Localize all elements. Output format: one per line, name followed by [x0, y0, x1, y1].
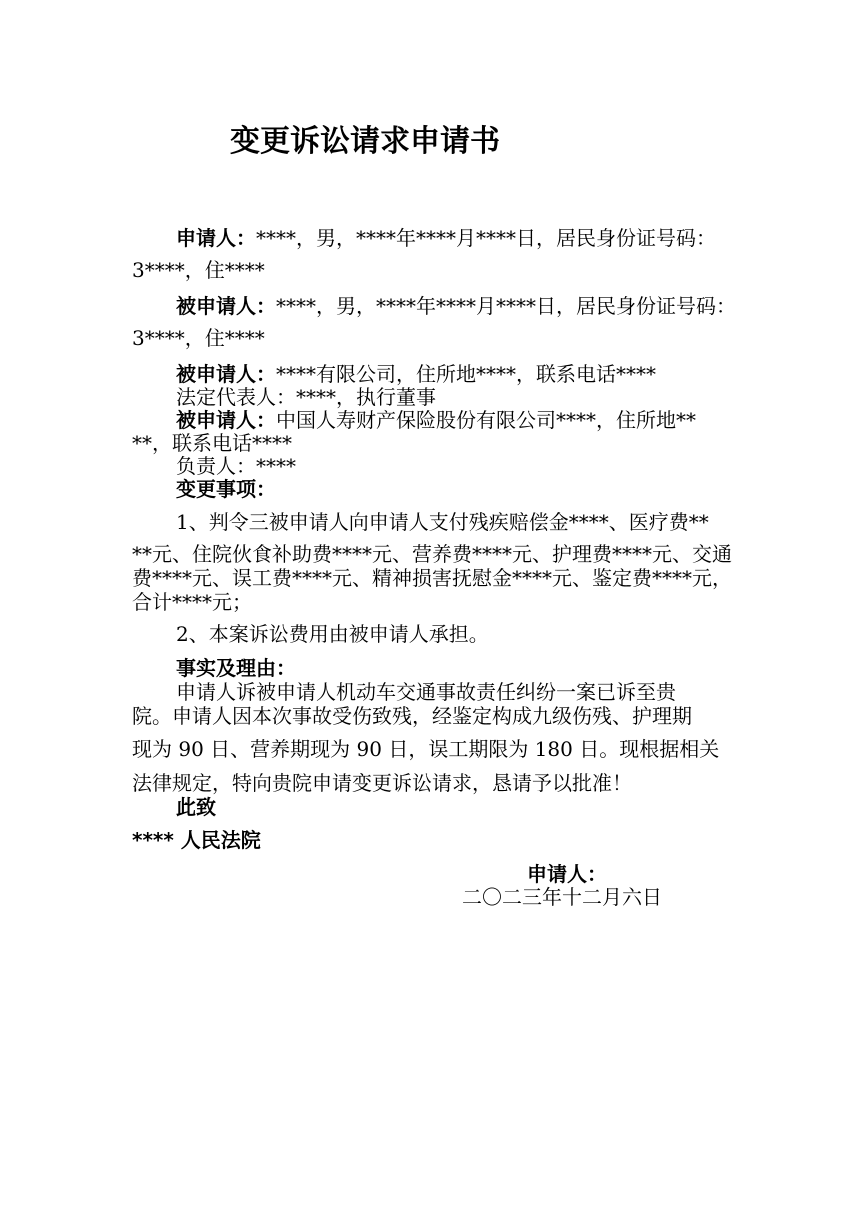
request-item1-line-1: 1、判令三被申请人向申请人支付残疾赔偿金****、医疗费** — [176, 510, 709, 534]
respondent3-line-2: **，联系电话**** — [132, 431, 292, 455]
respondent3-label: 被申请人： — [176, 408, 276, 432]
respondent3-info: 中国人寿财产保险股份有限公司****，住所地** — [276, 408, 696, 432]
facts-heading: 事实及理由： — [176, 656, 296, 680]
respondent1-line-2: 3****，住**** — [132, 326, 265, 350]
applicant-label: 申请人： — [176, 226, 256, 250]
closing-to: 此致 — [176, 795, 216, 819]
applicant-line-1 — [176, 226, 716, 250]
requests-heading: 变更事项： — [176, 477, 276, 501]
respondent2-line-1 — [176, 362, 656, 386]
respondent2-info: ****有限公司，住所地****，联系电话**** — [276, 362, 656, 386]
respondent3-line-1 — [176, 408, 696, 432]
facts-line-3: 现为 90 日、营养期现为 90 日，误工期限为 180 日。现根据相关 — [132, 737, 720, 761]
closing-court: **** 人民法院 — [132, 828, 261, 852]
signature-label: 申请人： — [527, 862, 607, 886]
request-item2: 2、本案诉讼费用由被申请人承担。 — [176, 622, 489, 646]
respondent2-label: 被申请人： — [176, 362, 276, 386]
request-item1-line-3: 费****元、误工费****元、精神损害抚慰金****元、鉴定费****元， — [132, 566, 732, 590]
applicant-line-2: 3****，住**** — [132, 258, 265, 282]
facts-line-4: 法律规定，特向贵院申请变更诉讼请求，恳请予以批准！ — [132, 771, 632, 795]
respondent1-label: 被申请人： — [176, 294, 276, 318]
respondent2-rep: 法定代表人：****，执行董事 — [176, 385, 436, 409]
respondent1-line-1 — [176, 294, 736, 318]
page-title: 变更诉讼请求申请书 — [230, 124, 500, 159]
signature-date: 二〇二三年十二月六日 — [462, 885, 662, 909]
respondent3-rep: 负责人：**** — [176, 454, 296, 478]
respondent1-info: ****，男，****年****月****日，居民身份证号码： — [276, 294, 736, 318]
request-item1-line-4: 合计****元； — [132, 590, 252, 614]
applicant-info: ****，男，****年****月****日，居民身份证号码： — [256, 226, 716, 250]
facts-line-2: 院。申请人因本次事故受伤致残，经鉴定构成九级伤残、护理期 — [132, 704, 692, 728]
facts-line-1: 申请人诉被申请人机动车交通事故责任纠纷一案已诉至贵 — [176, 680, 676, 704]
request-item1-line-2: **元、住院伙食补助费****元、营养费****元、护理费****元、交通 — [132, 542, 732, 566]
